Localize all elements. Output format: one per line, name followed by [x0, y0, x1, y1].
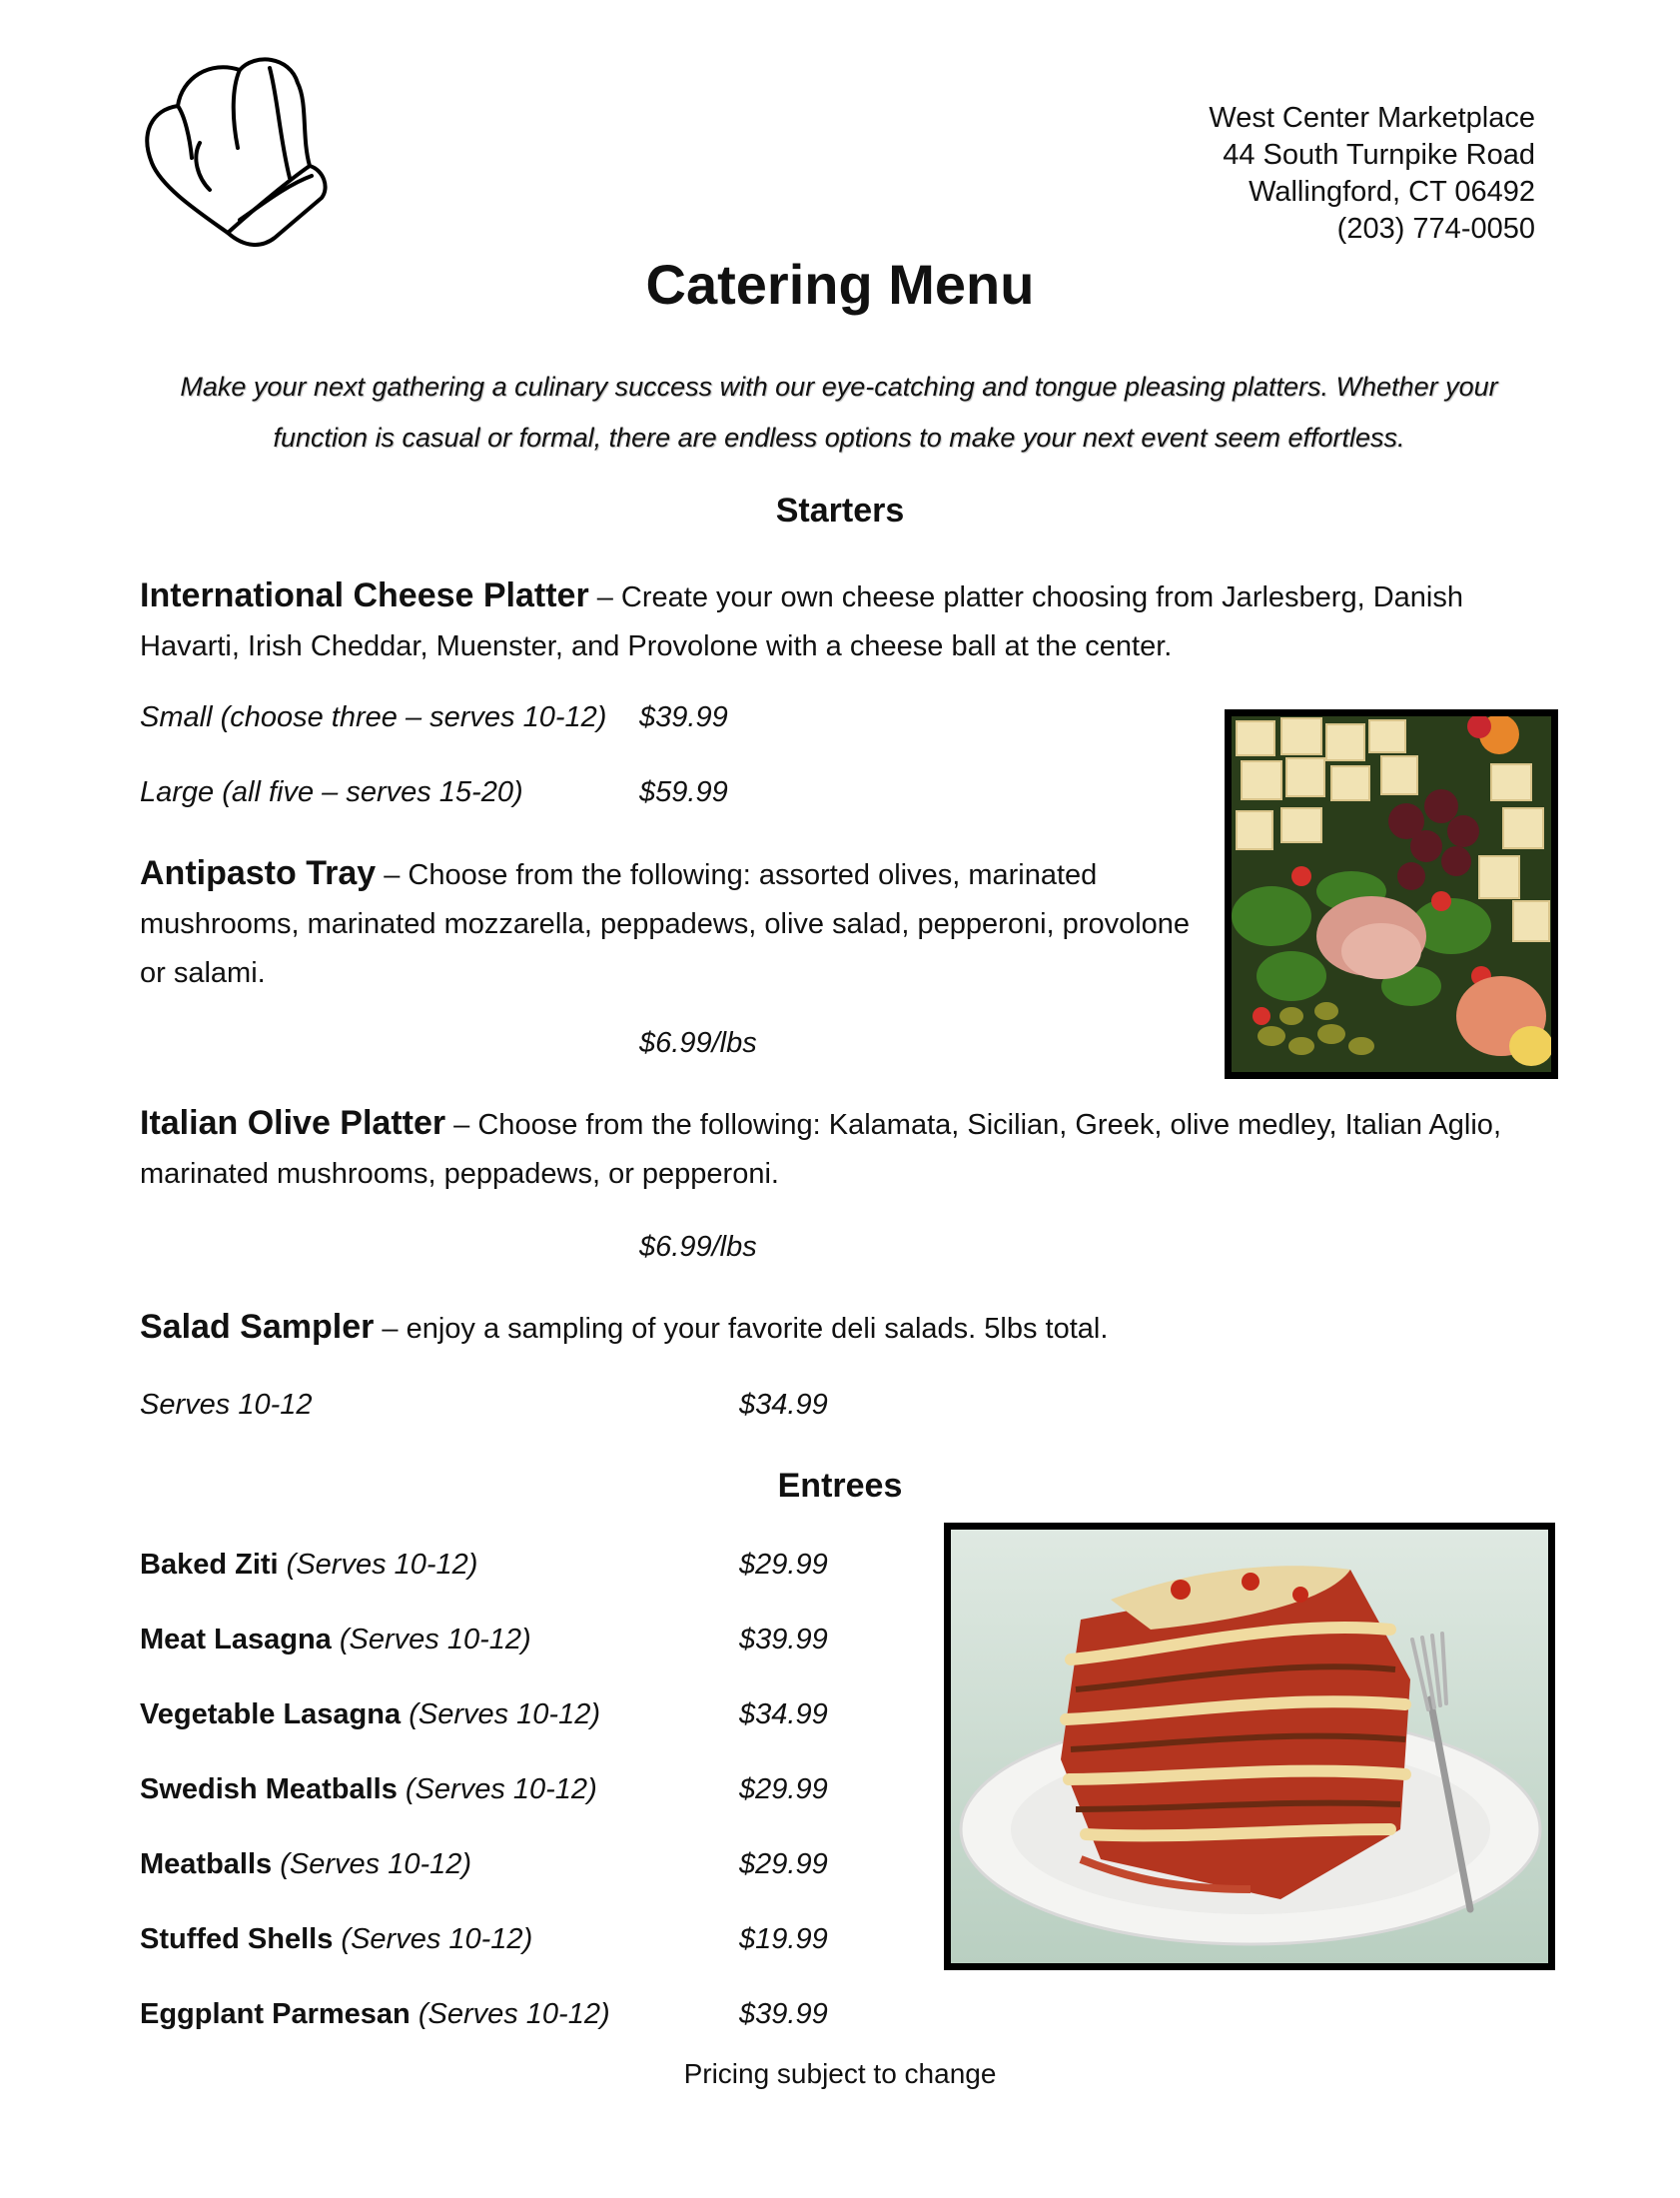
entree-price: $29.99 — [739, 1549, 828, 1581]
option-label: Small (choose three – serves 10-12) — [140, 701, 607, 733]
item-name: Antipasto Tray — [140, 854, 377, 892]
item-name: Italian Olive Platter — [140, 1104, 446, 1142]
pricing-note: Pricing subject to change — [683, 2058, 997, 2089]
cheese-platter-photo — [1225, 709, 1558, 1079]
entrees-heading: Entrees — [777, 1467, 903, 1505]
entree-serves: (Serves 10-12) — [286, 1549, 478, 1581]
entree-item — [140, 1698, 600, 1731]
lasagna-photo — [944, 1523, 1555, 1970]
entree-price: $39.99 — [739, 1624, 828, 1655]
entree-serves: (Serves 10-12) — [339, 1624, 531, 1655]
antipasto-tray-item — [140, 849, 1209, 998]
starters-heading: Starters — [775, 492, 905, 530]
entree-name: Swedish Meatballs — [140, 1773, 398, 1805]
phone-number: (203) 774-0050 — [1336, 213, 1535, 245]
entree-name: Stuffed Shells — [140, 1923, 334, 1955]
item-price: $6.99/lbs — [639, 1231, 757, 1263]
entree-item — [140, 1624, 531, 1656]
street-address: 44 South Turnpike Road — [1223, 139, 1535, 171]
entree-name: Vegetable Lasagna — [140, 1698, 402, 1730]
entree-price: $34.99 — [739, 1698, 828, 1730]
entree-price: $29.99 — [739, 1773, 828, 1805]
item-name: International Cheese Platter — [140, 576, 589, 614]
entree-price: $39.99 — [739, 1998, 828, 2030]
price-row — [140, 701, 839, 741]
item-name: Salad Sampler — [140, 1308, 375, 1346]
store-name: West Center Marketplace — [1209, 102, 1535, 134]
salad-sampler-item — [140, 1303, 1528, 1354]
entree-serves: (Serves 10-12) — [341, 1923, 533, 1955]
entree-item — [140, 1923, 532, 1956]
entree-name: Eggplant Parmesan — [140, 1998, 411, 2030]
entree-item — [140, 1773, 597, 1806]
item-description: – Choose from the following: assorted olives, marinated mushrooms, marinated mozzarella, peppadews, olive salad, pepperoni, provolone or salami. — [140, 859, 1191, 989]
entree-name: Meatballs — [140, 1848, 273, 1880]
item-price: $34.99 — [739, 1389, 828, 1421]
entree-item — [140, 1549, 477, 1582]
intro-text: Make your next gathering a culinary success with our eye-catching and tongue pleasing platters. Whether your function is casual or formal, there are endless options to make your next event seem effortless. — [180, 372, 1498, 453]
item-description: – Choose from the following: Kalamata, Sicilian, Greek, olive medley, Italian Aglio, marinated mushrooms, peppadews, or pepperoni. — [140, 1109, 1501, 1190]
item-description: – Create your own cheese platter choosing from Jarlesberg, Danish Havarti, Irish Cheddar, Muenster, and Provolone with a cheese ball at the center. — [140, 581, 1463, 662]
entree-item — [140, 1848, 471, 1881]
entree-name: Meat Lasagna — [140, 1624, 332, 1655]
entree-serves: (Serves 10-12) — [280, 1848, 472, 1880]
serves-label: Serves 10-12 — [140, 1389, 313, 1421]
cheese-platter-item — [140, 571, 1528, 671]
entree-price: $29.99 — [739, 1848, 828, 1880]
entree-price: $19.99 — [739, 1923, 828, 1955]
entree-serves: (Serves 10-12) — [409, 1698, 600, 1730]
entree-serves: (Serves 10-12) — [405, 1773, 597, 1805]
chef-hat-icon — [140, 48, 340, 258]
olive-platter-item — [140, 1099, 1528, 1199]
option-price: $59.99 — [639, 776, 728, 808]
option-label: Large (all five – serves 15-20) — [140, 776, 523, 808]
entree-item — [140, 1998, 610, 2031]
item-price: $6.99/lbs — [639, 1027, 757, 1059]
item-description: – enjoy a sampling of your favorite deli salads. 5lbs total. — [374, 1313, 1109, 1345]
entree-name: Baked Ziti — [140, 1549, 279, 1581]
city-state-zip: Wallingford, CT 06492 — [1249, 176, 1535, 208]
store-address — [1209, 100, 1535, 248]
option-price: $39.99 — [639, 701, 728, 733]
entree-serves: (Serves 10-12) — [418, 1998, 610, 2030]
price-row — [140, 776, 839, 816]
page-title: Catering Menu — [645, 253, 1035, 316]
